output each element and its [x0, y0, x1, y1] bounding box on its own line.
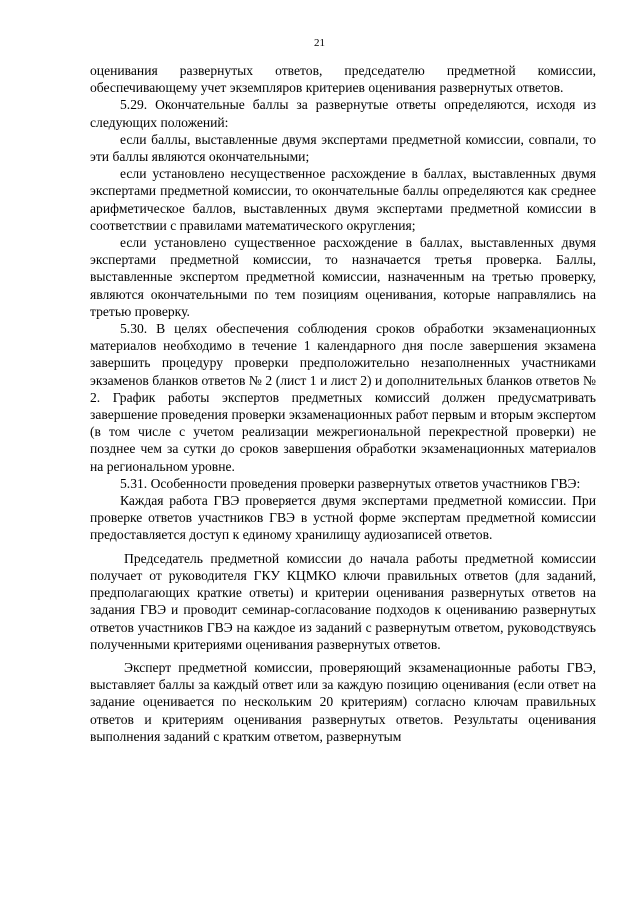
paragraph: 5.29. Окончательные баллы за развернутые ответы определяются, исходя из следующих положений:: [90, 97, 596, 130]
paragraph: Каждая работа ГВЭ проверяется двумя экспертами предметной комиссии. При проверке ответов участников ГВЭ в устной форме экспертам предметной комиссии предоставляется доступ к единому хранилищу аудиозаписей ответов.: [90, 493, 596, 543]
paragraph: если установлено существенное расхождение в баллах, выставленных двумя экспертами предметной комиссии, то назначается третья проверка. Баллы, выставленные экспертом предметной комиссии, назначенным на третью проверку, являются окончательными по тем позициям оценивания, которые направлялись на третью проверку.: [90, 235, 596, 319]
document-body: [90, 62, 596, 745]
paragraph: оценивания развернутых ответов, председателю предметной комиссии, обеспечивающему учет экземпляров критериев оценивания развернутых ответов.: [90, 63, 596, 96]
paragraph: 5.30. В целях обеспечения соблюдения сроков обработки экзаменационных материалов необходимо в течение 1 календарного дня после завершения экзамена завершить процедуру проверки предположительно незаполненных участниками экзаменов бланков ответов № 2 (лист 1 и лист 2) и дополнительных бланков ответов № 2. График работы экспертов предметных комиссий должен предусматривать завершение проведения проверки экзаменационных работ первым и вторым экспертом (в том числе с учетом реализации межрегиональной перекрестной проверки) не позднее чем за сутки до сроков завершения обработки экзаменационных материалов на региональном уровне.: [90, 321, 596, 474]
paragraph: 5.31. Особенности проведения проверки развернутых ответов участников ГВЭ:: [120, 475, 581, 491]
page-number: 21: [314, 37, 325, 49]
paragraph: Председатель предметной комиссии до начала работы предметной комиссии получает от руководителя ГКУ КЦМКО ключи правильных ответов (для заданий, предполагающих краткие ответы) и критерии оценивания развернутых ответов на задания ГВЭ и проводит семинар-согласование подходов к оцениванию развернутых ответов участников ГВЭ на каждое из заданий с развернутым ответом, руководствуясь полученными критериями оценивания развернутых ответов.: [90, 550, 596, 652]
paragraph: Эксперт предметной комиссии, проверяющий экзаменационные работы ГВЭ, выставляет баллы за каждый ответ или за каждую позицию оценивания (если ответ на задание оценивается по нескольким 20 критериям) согласно ключам правильных ответов и критериям оценивания развернутых ответов. Результаты оценивания выполнения заданий с кратким ответом, развернутым: [90, 659, 596, 744]
paragraph: если установлено несущественное расхождение в баллах, выставленных двумя экспертами предметной комиссии, то окончательные баллы определяются как среднее арифметическое баллов, выставленных двумя экспертами предметной комиссии в соответствии с правилами математического округления;: [90, 166, 596, 233]
paragraph: если баллы, выставленные двумя экспертами предметной комиссии, совпали, то эти баллы являются окончательными;: [90, 131, 596, 165]
